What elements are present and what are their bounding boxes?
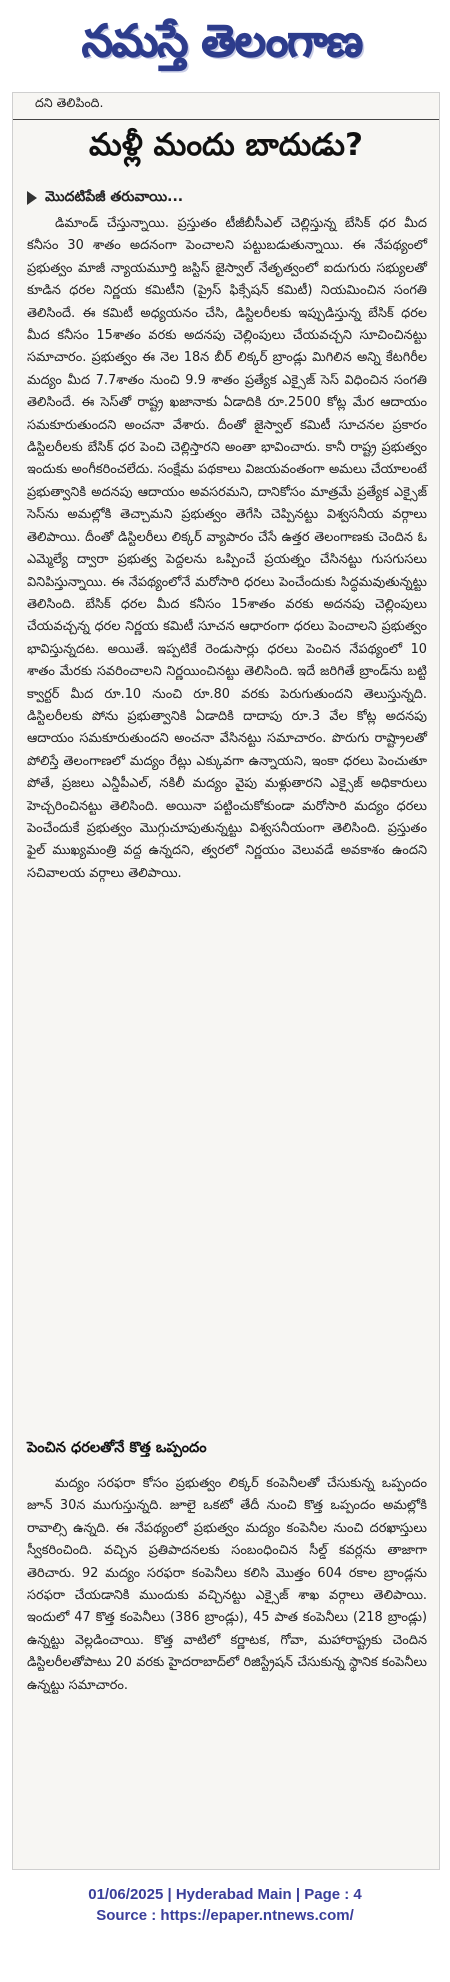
edition-info: 01/06/2025 | Hyderabad Main | Page : 4 [88, 1886, 362, 1903]
page-footer [0, 1884, 450, 1926]
article-top-divider [13, 119, 439, 120]
continued-label: మొదటిపేజీ తరువాయి... [45, 188, 184, 205]
triangle-arrow-icon [27, 191, 37, 205]
previous-article-tail: దని తెలిపింది. [35, 95, 104, 110]
continued-marker [27, 187, 183, 209]
masthead-title: నమస్తే తెలంగాణ [81, 16, 363, 67]
article-clipping [12, 92, 440, 1870]
article-paragraph-2: మద్యం సరఫరా కోసం ప్రభుత్వం లిక్కర్ కంపెనీలతో చేసుకున్న ఒప్పందం జూన్ 30న ముగుస్తున్నది. జూలై ఒకటో తేదీ నుంచి కొత్త ఒప్పందం అమల్లోకి రావాల్సి ఉన్నది. ఈ నేపథ్యంలో ప్రభుత్వం మద్యం కంపెనీల నుంచి దరఖాస్తులు స్వీకరించింది. వచ్చిన ప్రతిపాదనలకు సంబంధించిన సీల్డ్ కవర్లను తాజాగా తెరిచారు. 92 మద్యం సరఫరా కంపెనీలు కలిసి మొత్తం 604 రకాల బ్రాండ్లను సరఫరా చేయడానికి ముందుకు వచ్చినట్టు ఎక్సైజ్ శాఖ వర్గాలు తెలిపాయి. ఇందులో 47 కొత్త కంపెనీలు (386 బ్రాండ్లు), 45 పాత కంపెనీలు (218 బ్రాండ్లు) ఉన్నట్టు వెల్లడించాయి. కొత్త వాటిలో కర్ణాటక, గోవా, మహారాష్ట్రకు చెందిన డిస్టిలరీలతోపాటు 20 వరకు హైదరాబాద్‌లో రిజిస్ట్రేషన్ చేసుకున్న స్థానిక కంపెనీలు ఉన్నట్టు సమాచారం. [27, 1476, 427, 1693]
article-headline: మళ్లీ మందు బాదుడు? [89, 127, 363, 163]
article-subheading: పెంచిన ధరలతోనే కొత్త ఒప్పందం [27, 1440, 207, 1456]
article-paragraph-1: డిమాండ్ చేస్తున్నాయి. ప్రస్తుతం టీజీబీసీఎల్ చెల్లిస్తున్న బేసిక్ ధర మీద కనీసం 30 శాతం అదనంగా పెంచాలని పట్టుబడుతున్నాయి. ఈ నేపథ్యంలో ప్రభుత్వం మాజీ న్యాయమూర్తి జస్టిస్ జైస్వాల్ నేతృత్వంలో ఐదుగురు సభ్యులతో కూడిన ధరల నిర్ణయ కమిటీని (ప్రైస్ ఫిక్సేషన్ కమిటీ) నియమించిన సంగతి తెలిసిందే. ఈ కమిటీ అధ్యయనం చేసి, డిస్టిలరీలకు ఇప్పుడిస్తున్న బేసిక్ ధరల మీద కనీసం 15శాతం వరకు అదనపు చెల్లింపులు చేయవచ్చని సూచించినట్టు సమాచారం. ప్రభుత్వం ఈ నెల 18న బీర్ లిక్కర్ బ్రాండ్లు మిగిలిన అన్ని కేటగిరీల మద్యం మీద 7.7శాతం నుంచి 9.9 శాతం ప్రత్యేక ఎక్సైజ్ సెస్ విధించిన సంగతి తెలిసిందే. ఈ సెస్‌తో రాష్ట్ర ఖజానాకు ఏడాదికి రూ.2500 కోట్ల మేర ఆదాయం సమకూరుతుందని అంచనా వేశారు. దీంతో జైస్వాల్ కమిటీ సూచనల ప్రకారం డిస్టిలరీలకు బేసిక్ ధర పెంచి చెల్లిస్తారని అంతా భావించారు. కానీ రాష్ట్ర ప్రభుత్వం ఇందుకు అంగీకరించలేదు. సంక్షేమ పథకాలు విజయవంతంగా అమలు చేయాలంటే ప్రభుత్వానికి అదనపు ఆదాయం అవసరమని, దానికోసం మాత్రమే ప్రత్యేక ఎక్సైజ్ సెస్‌ను అమల్లోకి తెచ్చామని ప్రభుత్వం తెగేసి చెప్పినట్టు విశ్వసనీయ వర్గాలు తెలిపాయి. దీంతో డిస్టిలరీలు లిక్కర్ వ్యాపారం చేసే ఉత్తర తెలంగాణకు చెందిన ఓ ఎమ్మెల్యే ద్వారా ప్రభుత్వ పెద్దలను ఒప్పించే ప్రయత్నం చేసినట్టు గుసగుసలు వినిపిస్తున్నాయి. ఈ నేపథ్యంలోనే మరోసారి ధరలు పెంచేందుకు సిద్ధమవుతున్నట్టు తెలిసింది. బేసిక్ ధరల మీద కనీసం 15శాతం వరకు అదనపు చెల్లింపులు చేయవచ్చన్న ధరల నిర్ణయ కమిటీ సూచన ఆధారంగా ధరలు పెంచాలని ప్రభుత్వం భావిస్తున్నదట. అయితే. ఇప్పటికే రెండుసార్లు ధరలు పెంచిన నేపథ్యంలో 10 శాతం మేరకు సవరించాలని నిర్ణయించినట్టు తెలిసింది. ఇదే జరిగితే బ్రాండ్‌ను బట్టి క్వార్టర్ మీద రూ.10 నుంచి రూ.80 వరకు పెరుగుతుందని తెలుస్తున్నది. డిస్టిలరీలకు పోను ప్రభుత్వానికి ఏడాదికి దాదాపు రూ.3 వేల కోట్ల అదనపు ఆదాయం సమకూరుతుందని అంచనా వేసినట్టు సమాచారం. పొరుగు రాష్ట్రాలతో పోలిస్తే తెలంగాణలో మద్యం రేట్లు ఎక్కువగా ఉన్నాయని, ఇంకా ధరలు పెంచుతూ పోతే, ప్రజలు ఎన్డీపీఎల్, నకిలీ మద్యం వైపు మళ్లుతారని ఎక్సైజ్ అధికారులు హెచ్చరించినట్టు తెలిసింది. అయినా పట్టించుకోకుండా మరోసారి మద్యం ధరలు పెంచేందుకే ప్రభుత్వం మొగ్గుచూపుతున్నట్టు విశ్వసనీయంగా తెలిసింది. ప్రస్తుతం ఫైల్ ముఖ్యమంత్రి వద్ద ఉన్నదని, త్వరలో నిర్ణయం వెలువడే అవకాశం ఉందని సచివాలయ వర్గాలు తెలిపాయి. [27, 216, 427, 881]
source-info: Source : https://epaper.ntnews.com/ [96, 1907, 354, 1924]
newspaper-masthead [36, 8, 408, 86]
